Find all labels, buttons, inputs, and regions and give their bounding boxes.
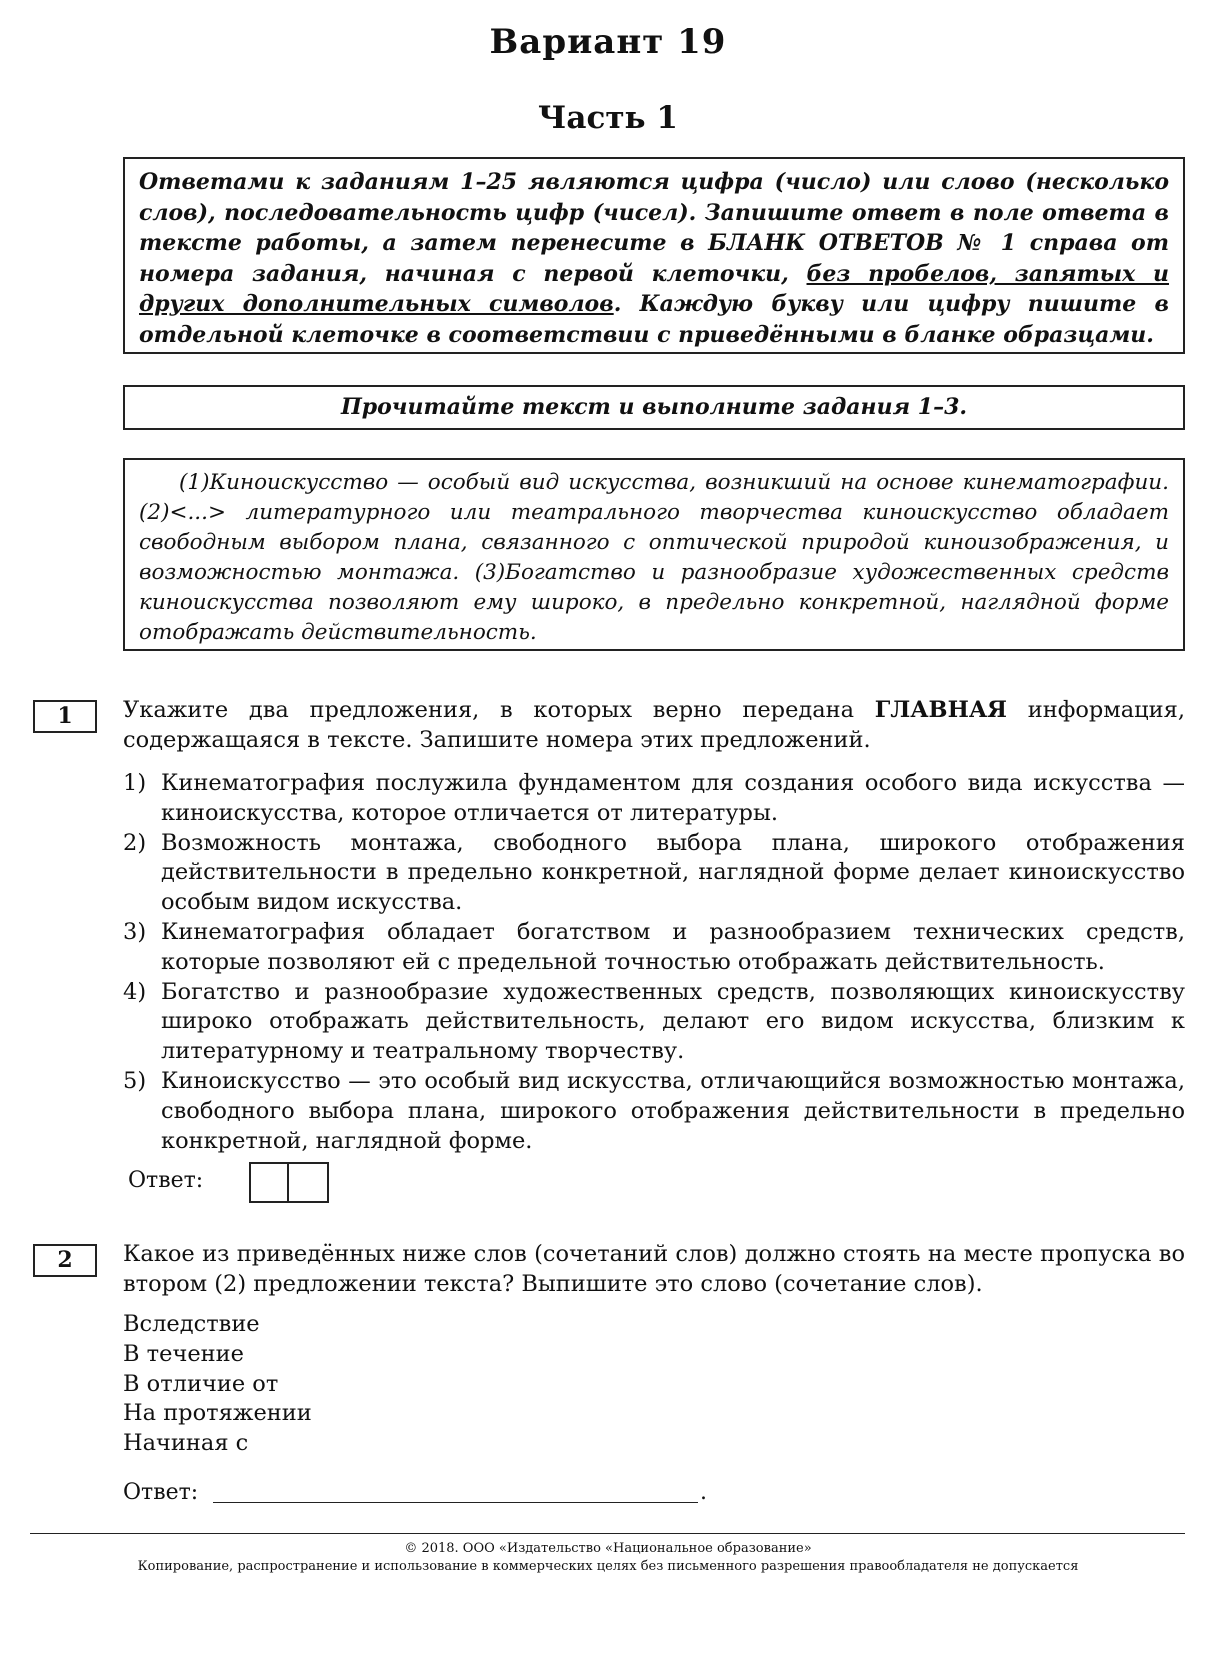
- word-option: На протяжении: [123, 1400, 312, 1427]
- answer-cell[interactable]: [289, 1162, 329, 1203]
- word-option: В отличие от: [123, 1370, 279, 1397]
- option-1: [123, 769, 1185, 829]
- answer-2-label: Ответ:: [123, 1480, 199, 1505]
- option-text: Возможность монтажа, свободного выбора плана, широкого отображения действительности в предельно конкретной, наглядной форме делает киноискусство особым видом искусства.: [161, 829, 1185, 916]
- footer-copyright: © 2018. ООО «Издательство «Национальное образование»: [404, 1541, 812, 1556]
- word-option: В течение: [123, 1340, 244, 1367]
- footer-notice: Копирование, распространение и использование в коммерческих целях без письменного разрешения правообладателя не допускается: [137, 1559, 1079, 1574]
- option-number: 3): [123, 918, 147, 945]
- question-2-text: Какое из приведённых ниже слов (сочетаний слов) должно стоять на месте пропуска во втором (2) предложении текста? Выпишите это слово (сочетание слов).: [123, 1241, 1185, 1297]
- variant-title: Вариант 19: [489, 22, 727, 62]
- instructions-underlined: без пробелов, запятых и других дополнительных символов: [139, 260, 1169, 317]
- question-1-text-end: информация, содержащаяся в тексте. Запишите номера этих предложений.: [123, 697, 1185, 753]
- instructions-text: Ответами к заданиям 1–25 являются цифра (число) или слово (несколько слов), последовательность цифр (чисел). Запишите ответ в поле ответа в тексте работы, а затем перенесите в БЛАНК ОТВЕТОВ № 1 справа от номера задания, начиная с первой клеточки,: [139, 169, 1169, 287]
- read-task-text: Прочитайте текст и выполните задания 1–3.: [340, 394, 968, 420]
- footer-divider: [30, 1533, 1185, 1534]
- instructions-text-end: . Каждую букву или цифру пишите в отдельной клеточке в соответствии с приведёнными в бланке образцами.: [139, 291, 1169, 348]
- option-3: [123, 918, 1185, 978]
- passage-box: [123, 458, 1185, 651]
- option-number: 2): [123, 829, 147, 856]
- instructions-box: [123, 157, 1185, 354]
- option-text: Кинематография обладает богатством и разнообразием технических средств, которые позволяют ей с предельной точностью отображать действительность.: [161, 918, 1185, 975]
- option-text: Киноискусство — это особый вид искусства, отличающийся возможностью монтажа, свободного выбора плана, широкого отображения действительности в предельно конкретной, наглядной форме.: [161, 1067, 1185, 1154]
- word-option: Начиная с: [123, 1430, 249, 1457]
- question-1-options: [123, 769, 1185, 1156]
- read-task-box: [123, 385, 1185, 430]
- answer-2-period: .: [700, 1480, 707, 1505]
- option-5: [123, 1067, 1185, 1156]
- option-number: 5): [123, 1067, 147, 1094]
- question-1-text: [123, 696, 1185, 755]
- question-1-text-start: Укажите два предложения, в которых верно передана: [123, 697, 875, 723]
- word-options: [123, 1310, 312, 1459]
- question-number-2: 2: [33, 1244, 97, 1277]
- answer-cell[interactable]: [249, 1162, 289, 1203]
- passage-text: (1)Киноискусство — особый вид искусства, возникший на основе кинематографии. (2)<...> литературного или театрального творчества киноискусство обладает свободным выбором плана, связанного с оптической природой киноизображения, и возможностью монтажа. (3)Богатство и разнообразие художественных средств киноискусства позволяют ему широко, в предельно конкретной, наглядной форме отображать действительность.: [139, 470, 1169, 645]
- part-title: Часть 1: [538, 100, 678, 136]
- question-number-1: 1: [33, 700, 97, 733]
- option-number: 4): [123, 978, 147, 1005]
- word-option: Вследствие: [123, 1311, 260, 1337]
- answer-2-line[interactable]: [213, 1502, 698, 1503]
- option-text: Богатство и разнообразие художественных средств, позволяющих киноискусству широко отображать действительность, делают его видом искусства, близким к литературному и театральному творчеству.: [161, 978, 1185, 1065]
- answer-1-cells[interactable]: [249, 1162, 329, 1203]
- option-number: 1): [123, 770, 147, 796]
- option-2: [123, 829, 1185, 918]
- answer-1-label: Ответ:: [128, 1168, 204, 1193]
- option-text: Кинематография послужила фундаментом для создания особого вида искусства — киноискусства, которое отличается от литературы.: [161, 770, 1185, 826]
- option-4: [123, 978, 1185, 1067]
- question-1-bold: ГЛАВНАЯ: [874, 697, 1007, 723]
